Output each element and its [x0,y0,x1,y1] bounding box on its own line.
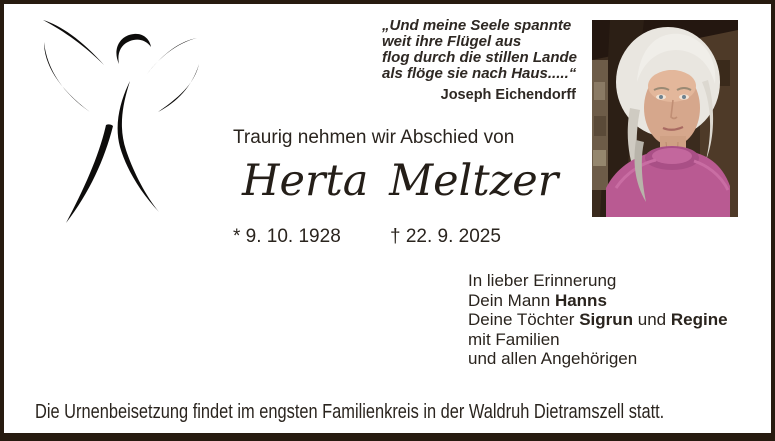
poem-line: als flöge sie nach Haus.....“ [382,65,577,82]
mourner-name-sigrun: Sigrun [579,310,634,329]
poem-line: flog durch die stillen Lande [382,49,578,66]
burial-info-line: Die Urnenbeisetzung findet im engsten Familienkreis in der Waldruh Dietramszell statt. [35,401,665,423]
poem-author: Joseph Eichendorff [440,87,576,103]
mourner-name-hanns: Hanns [554,290,607,310]
portrait-photo [592,20,738,217]
mourners-line-2 [468,291,728,311]
death-date: † 22. 9. 2025 [390,226,501,247]
mourners-line-3-and: und [633,310,671,329]
deceased-name: Herta Meltzer [242,156,559,206]
mourners-block [468,271,728,369]
mourners-line-3-prefix: Deine Töchter [468,310,580,329]
portrait-illustration [592,20,738,217]
birth-date: * 9. 10. 1928 [233,226,341,247]
mourners-line-5: und allen Angehörigen [468,349,638,368]
angel-icon [12,6,222,236]
mourners-line-4: mit Familien [468,329,560,349]
poem-line: weit ihre Flügel aus [382,33,522,50]
mourner-name-regine: Regine [670,310,728,329]
mourners-line-2-prefix: Dein Mann [468,290,555,310]
mourners-line-1: In lieber Erinnerung [468,271,617,290]
poem-line: „Und meine Seele spannte [382,17,572,34]
poem-block [382,18,582,103]
mourners-line-3 [468,310,728,330]
intro-line: Traurig nehmen wir Abschied von [233,127,515,148]
